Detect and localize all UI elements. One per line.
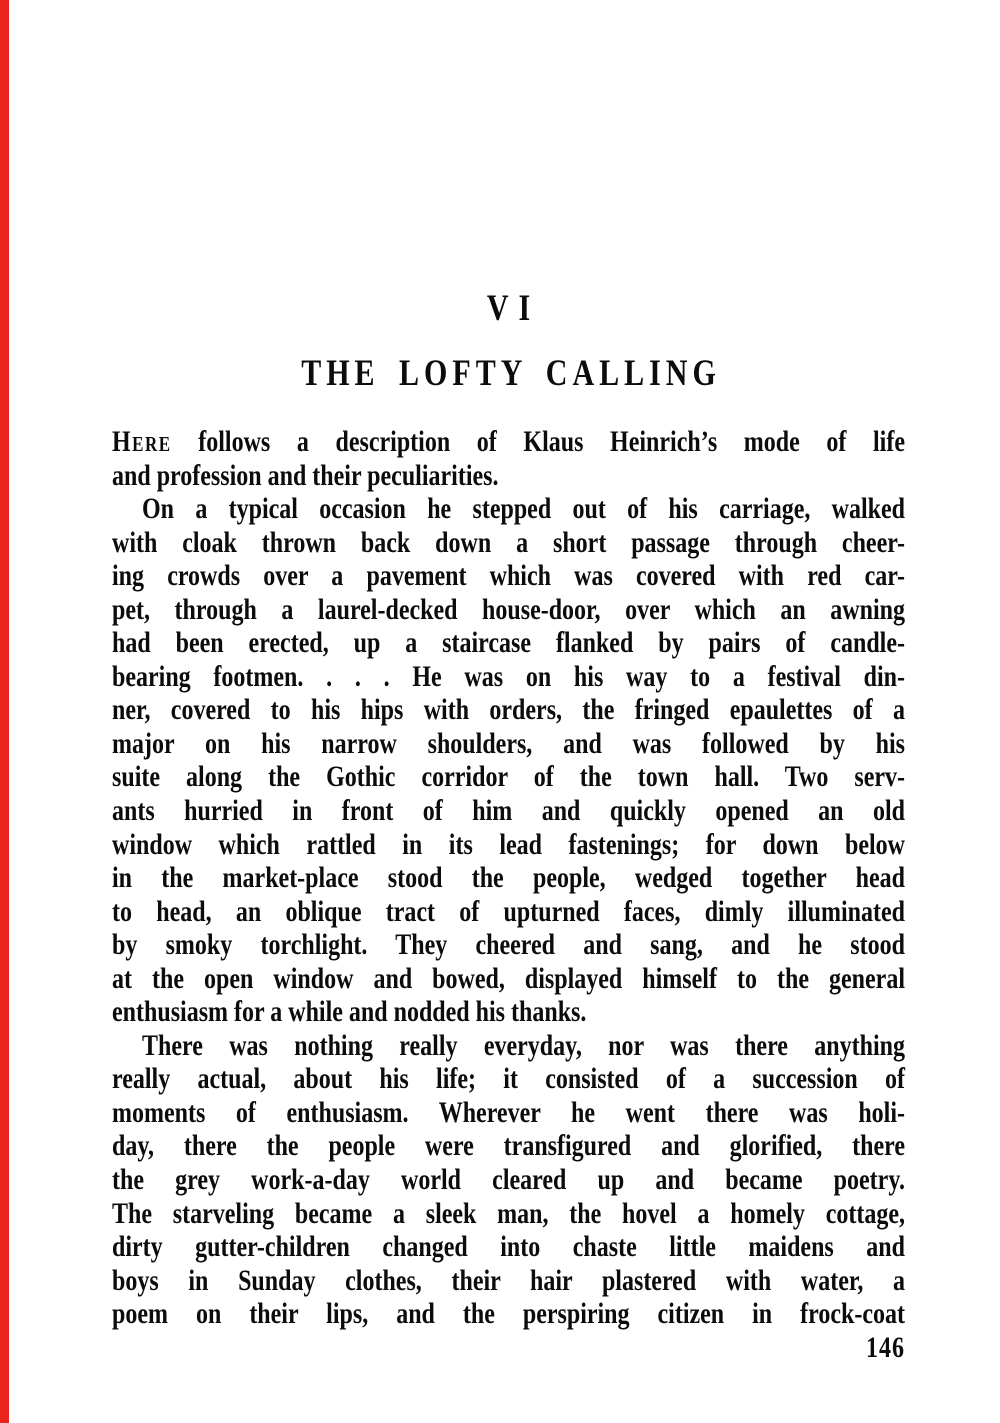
text-line: major on his narrow shoulders, and was followed by his xyxy=(112,728,905,761)
text-line: by smoky torchlight. They cheered and sang, and he stood xyxy=(112,929,905,962)
text-line: at the open window and bowed, displayed himself to the general xyxy=(112,963,905,995)
text-line: suite along the Gothic corridor of the town hall. Two serv- xyxy=(112,761,905,794)
scan-edge-strip xyxy=(0,0,9,1423)
text-line: had been erected, up a staircase flanked by pairs of candle- xyxy=(112,627,905,660)
chapter-number: VI xyxy=(486,287,541,329)
text-line: bearing footmen. . . . He was on his way to a festival din- xyxy=(112,661,905,693)
text-line: really actual, about his life; it consisted of a succession of xyxy=(112,1063,905,1096)
text-line: Here follows a description of Klaus Heinrich’s mode of life xyxy=(112,426,905,459)
small-caps-lead: Here xyxy=(112,426,172,459)
text-line: dirty gutter-children changed into chaste little maidens and xyxy=(112,1231,905,1264)
text-line: the grey work-a-day world cleared up and became poetry. xyxy=(112,1164,905,1197)
text-line: The starveling became a sleek man, the hovel a homely cottage, xyxy=(112,1198,905,1230)
text-line: poem on their lips, and the perspiring citizen in frock-coat xyxy=(112,1298,905,1331)
chapter-title: THE LOFTY CALLING xyxy=(301,352,721,394)
text-line: boys in Sunday clothes, their hair plastered with water, a xyxy=(112,1265,905,1297)
text-line: ner, covered to his hips with orders, the fringed epaulettes of a xyxy=(112,694,905,727)
text-line: and profession and their peculiarities. xyxy=(112,459,499,492)
page-number: 146 xyxy=(866,1332,905,1365)
text-line: to head, an oblique tract of upturned faces, dimly illuminated xyxy=(112,896,905,928)
text-line: ants hurried in front of him and quickly opened an old xyxy=(112,795,905,828)
text-block xyxy=(112,424,905,1330)
text-line: in the market-place stood the people, wedged together head xyxy=(112,862,905,895)
text-line: day, there the people were transfigured and glorified, there xyxy=(112,1130,905,1163)
text-line: with cloak thrown back down a short passage through cheer- xyxy=(112,527,905,559)
text-line: pet, through a laurel-decked house-door, over which an awning xyxy=(112,594,905,626)
text-line: enthusiasm for a while and nodded his thanks. xyxy=(112,996,587,1029)
text-line: window which rattled in its lead fastenings; for down below xyxy=(112,829,905,861)
text-line: ing crowds over a pavement which was covered with red car- xyxy=(112,560,905,593)
text-line: On a typical occasion he stepped out of his carriage, walked xyxy=(142,493,905,526)
text-line: There was nothing really everyday, nor was there anything xyxy=(142,1030,905,1063)
text-line: moments of enthusiasm. Wherever he went there was holi- xyxy=(112,1097,905,1130)
